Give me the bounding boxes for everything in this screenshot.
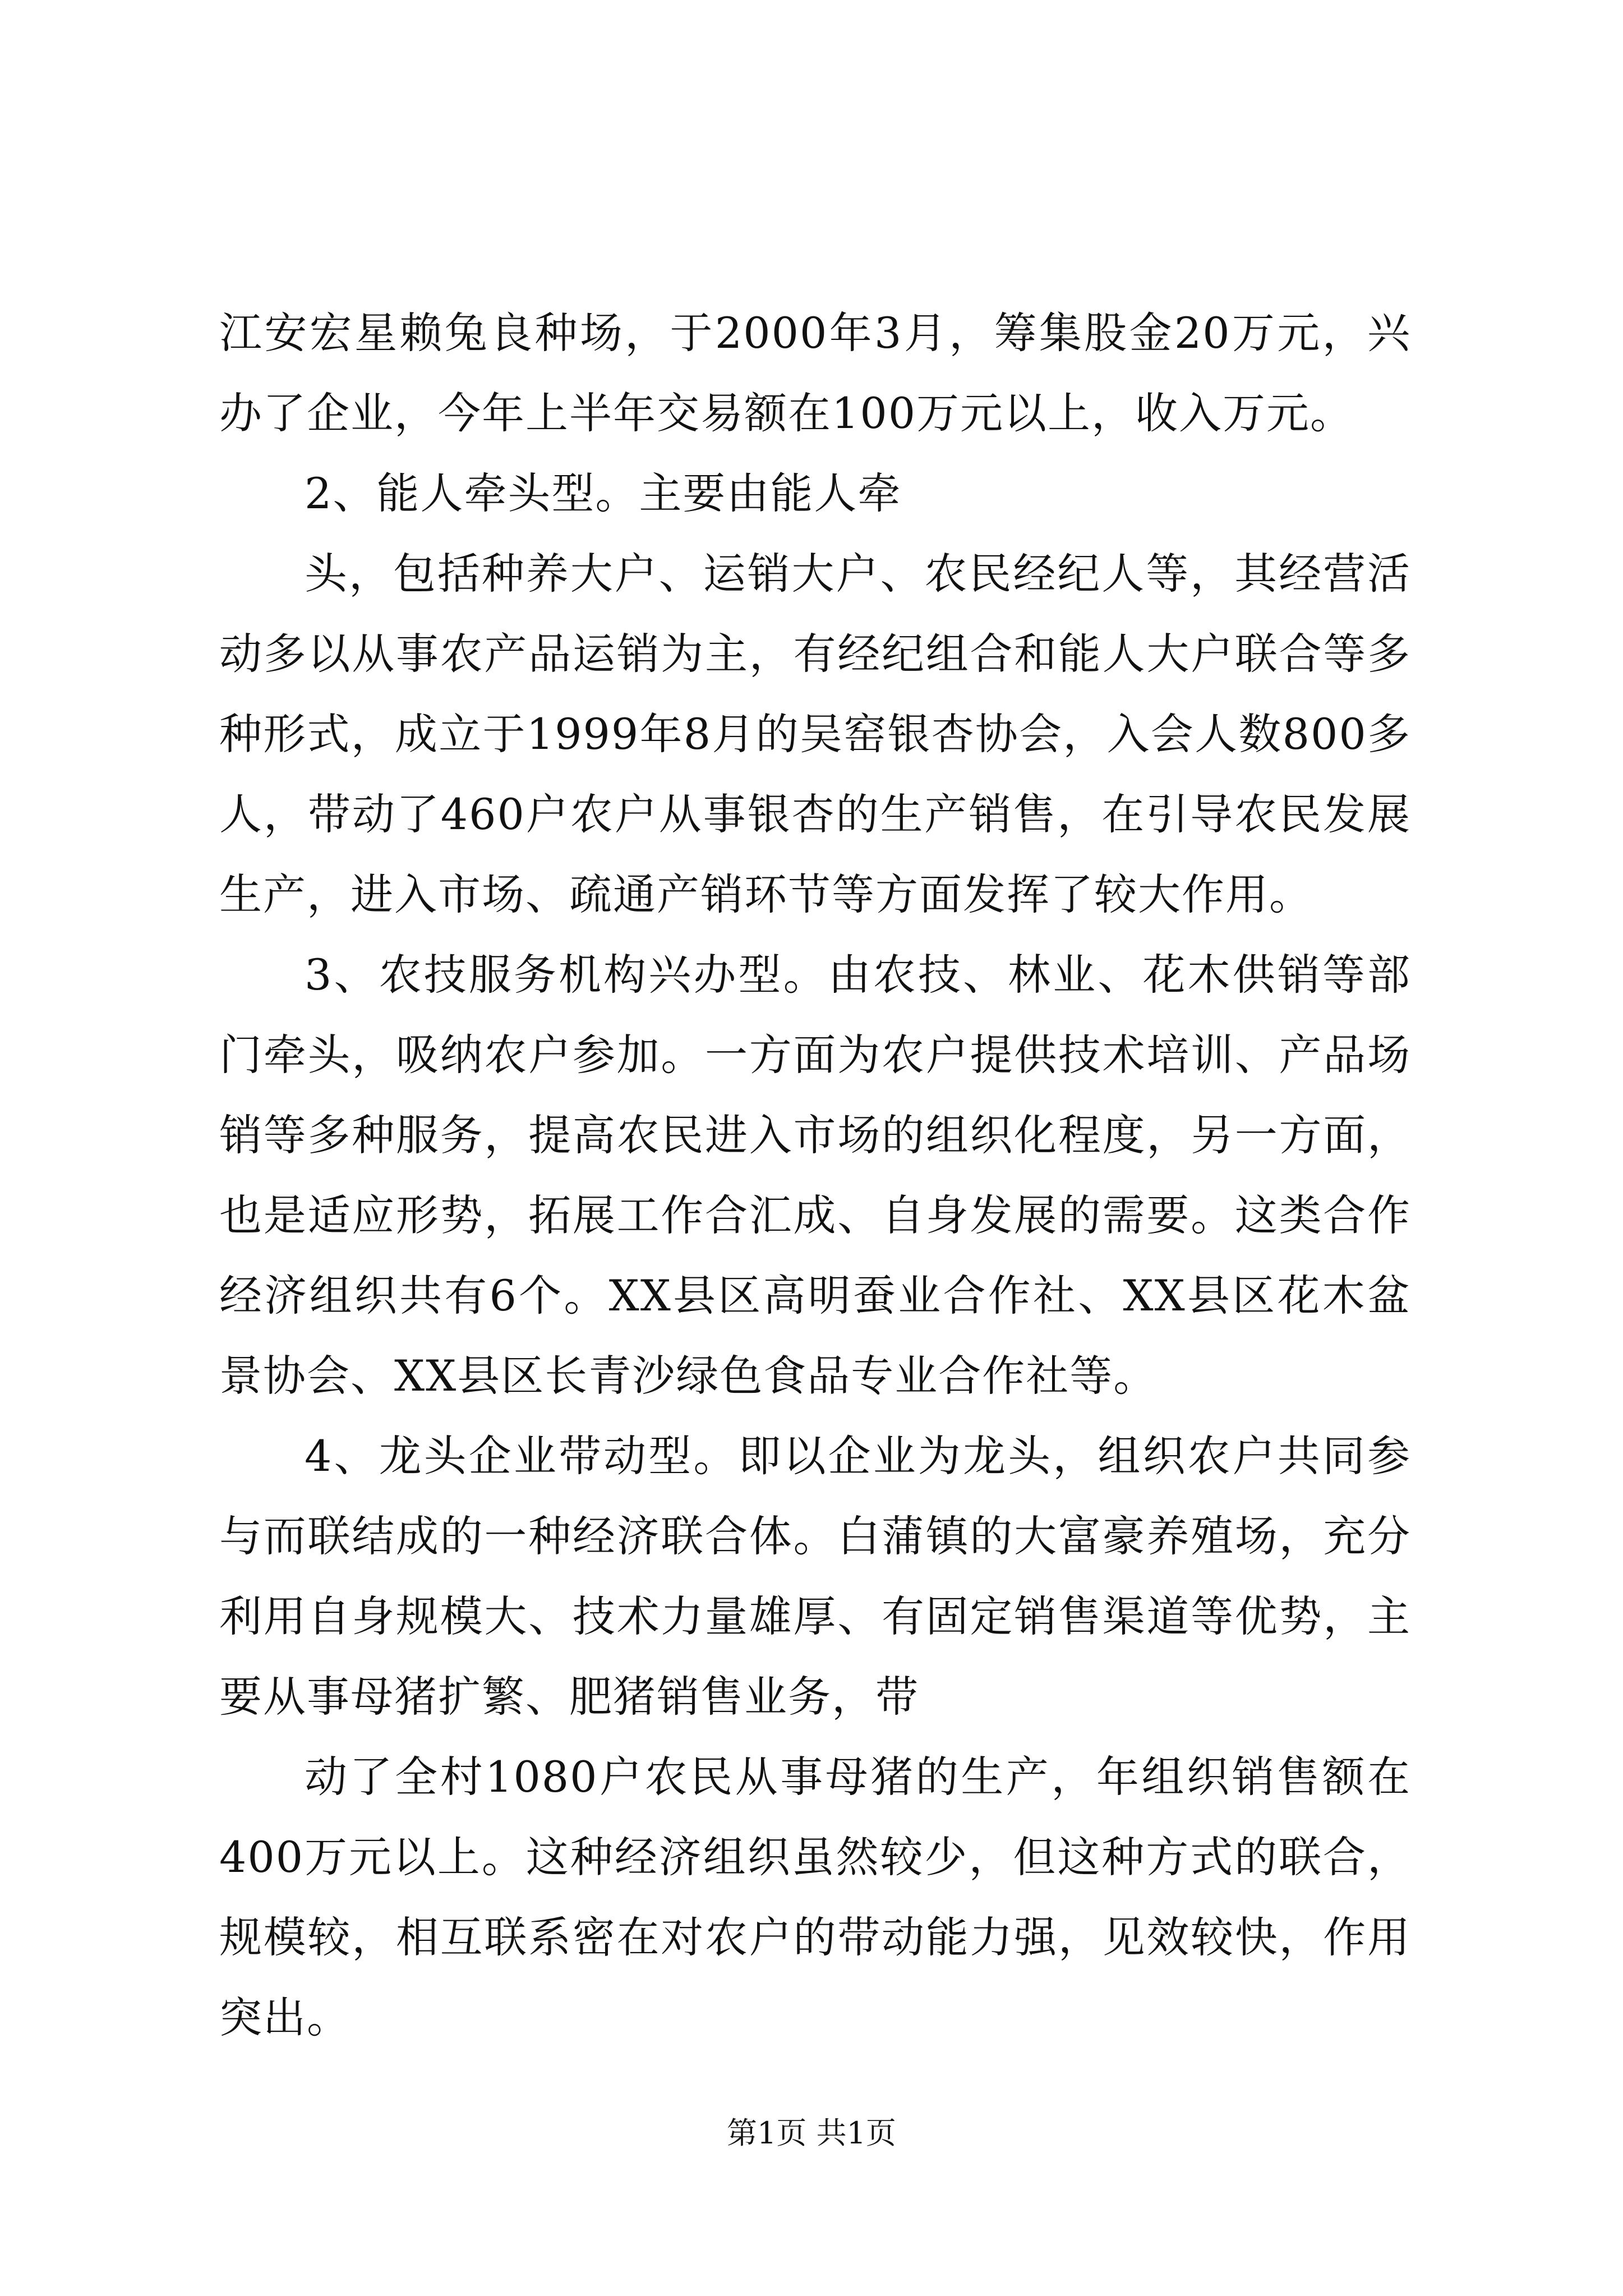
- paragraph-item-4: 4、龙头企业带动型。即以企业为龙头，组织农户共同参与而联结成的一种经济联合体。白蒲镇的大富豪养殖场，充分利用自身规模大、技术力量雄厚、有固定销售渠道等优势，主要从事母猪扩繁、肥猪销售业务，带: [219, 1431, 1411, 1722]
- paragraph-item-2-body: 头，包括种养大户、运销大户、农民经纪人等，其经营活动多以从事农产品运销为主，有经纪组合和能人大户联合等多种形式，成立于1999年8月的吴窑银杏协会，入会人数800多人，带动了460户农户从事银杏的生产销售，在引导农民发展生产，进入市场、疏通产销环节等方面发挥了较大作用。: [219, 549, 1411, 919]
- paragraph-item-4-continued: 动了全村1080户农民从事母猪的生产，年组织销售额在400万元以上。这种经济组织虽然较少，但这种方式的联合，规模较，相互联系密在对农户的带动能力强，见效较快，作用突出。: [219, 1752, 1411, 2042]
- paragraph-item-2-heading: 2、能人牵头型。主要由能人牵: [305, 468, 902, 518]
- paragraph-item-3: 3、农技服务机构兴办型。由农技、林业、花木供销等部门牵头，吸纳农户参加。一方面为农户提供技术培训、产品场销等多种服务，提高农民进入市场的组织化程度，另一方面，也是适应形势，拓展工作合汇成、自身发展的需要。这类合作经济组织共有6个。XX县区高明蚕业合作社、XX县区花木盆景协会、XX县区长青沙绿色食品专业合作社等。: [219, 950, 1411, 1401]
- paragraph-continuation: 江安宏星赖兔良种场，于2000年3月，筹集股金20万元，兴办了企业，今年上半年交易额在100万元以上，收入万元。: [219, 308, 1411, 438]
- document-body: [219, 293, 1411, 2058]
- page-number-footer: 第1页 共1页: [727, 2115, 896, 2151]
